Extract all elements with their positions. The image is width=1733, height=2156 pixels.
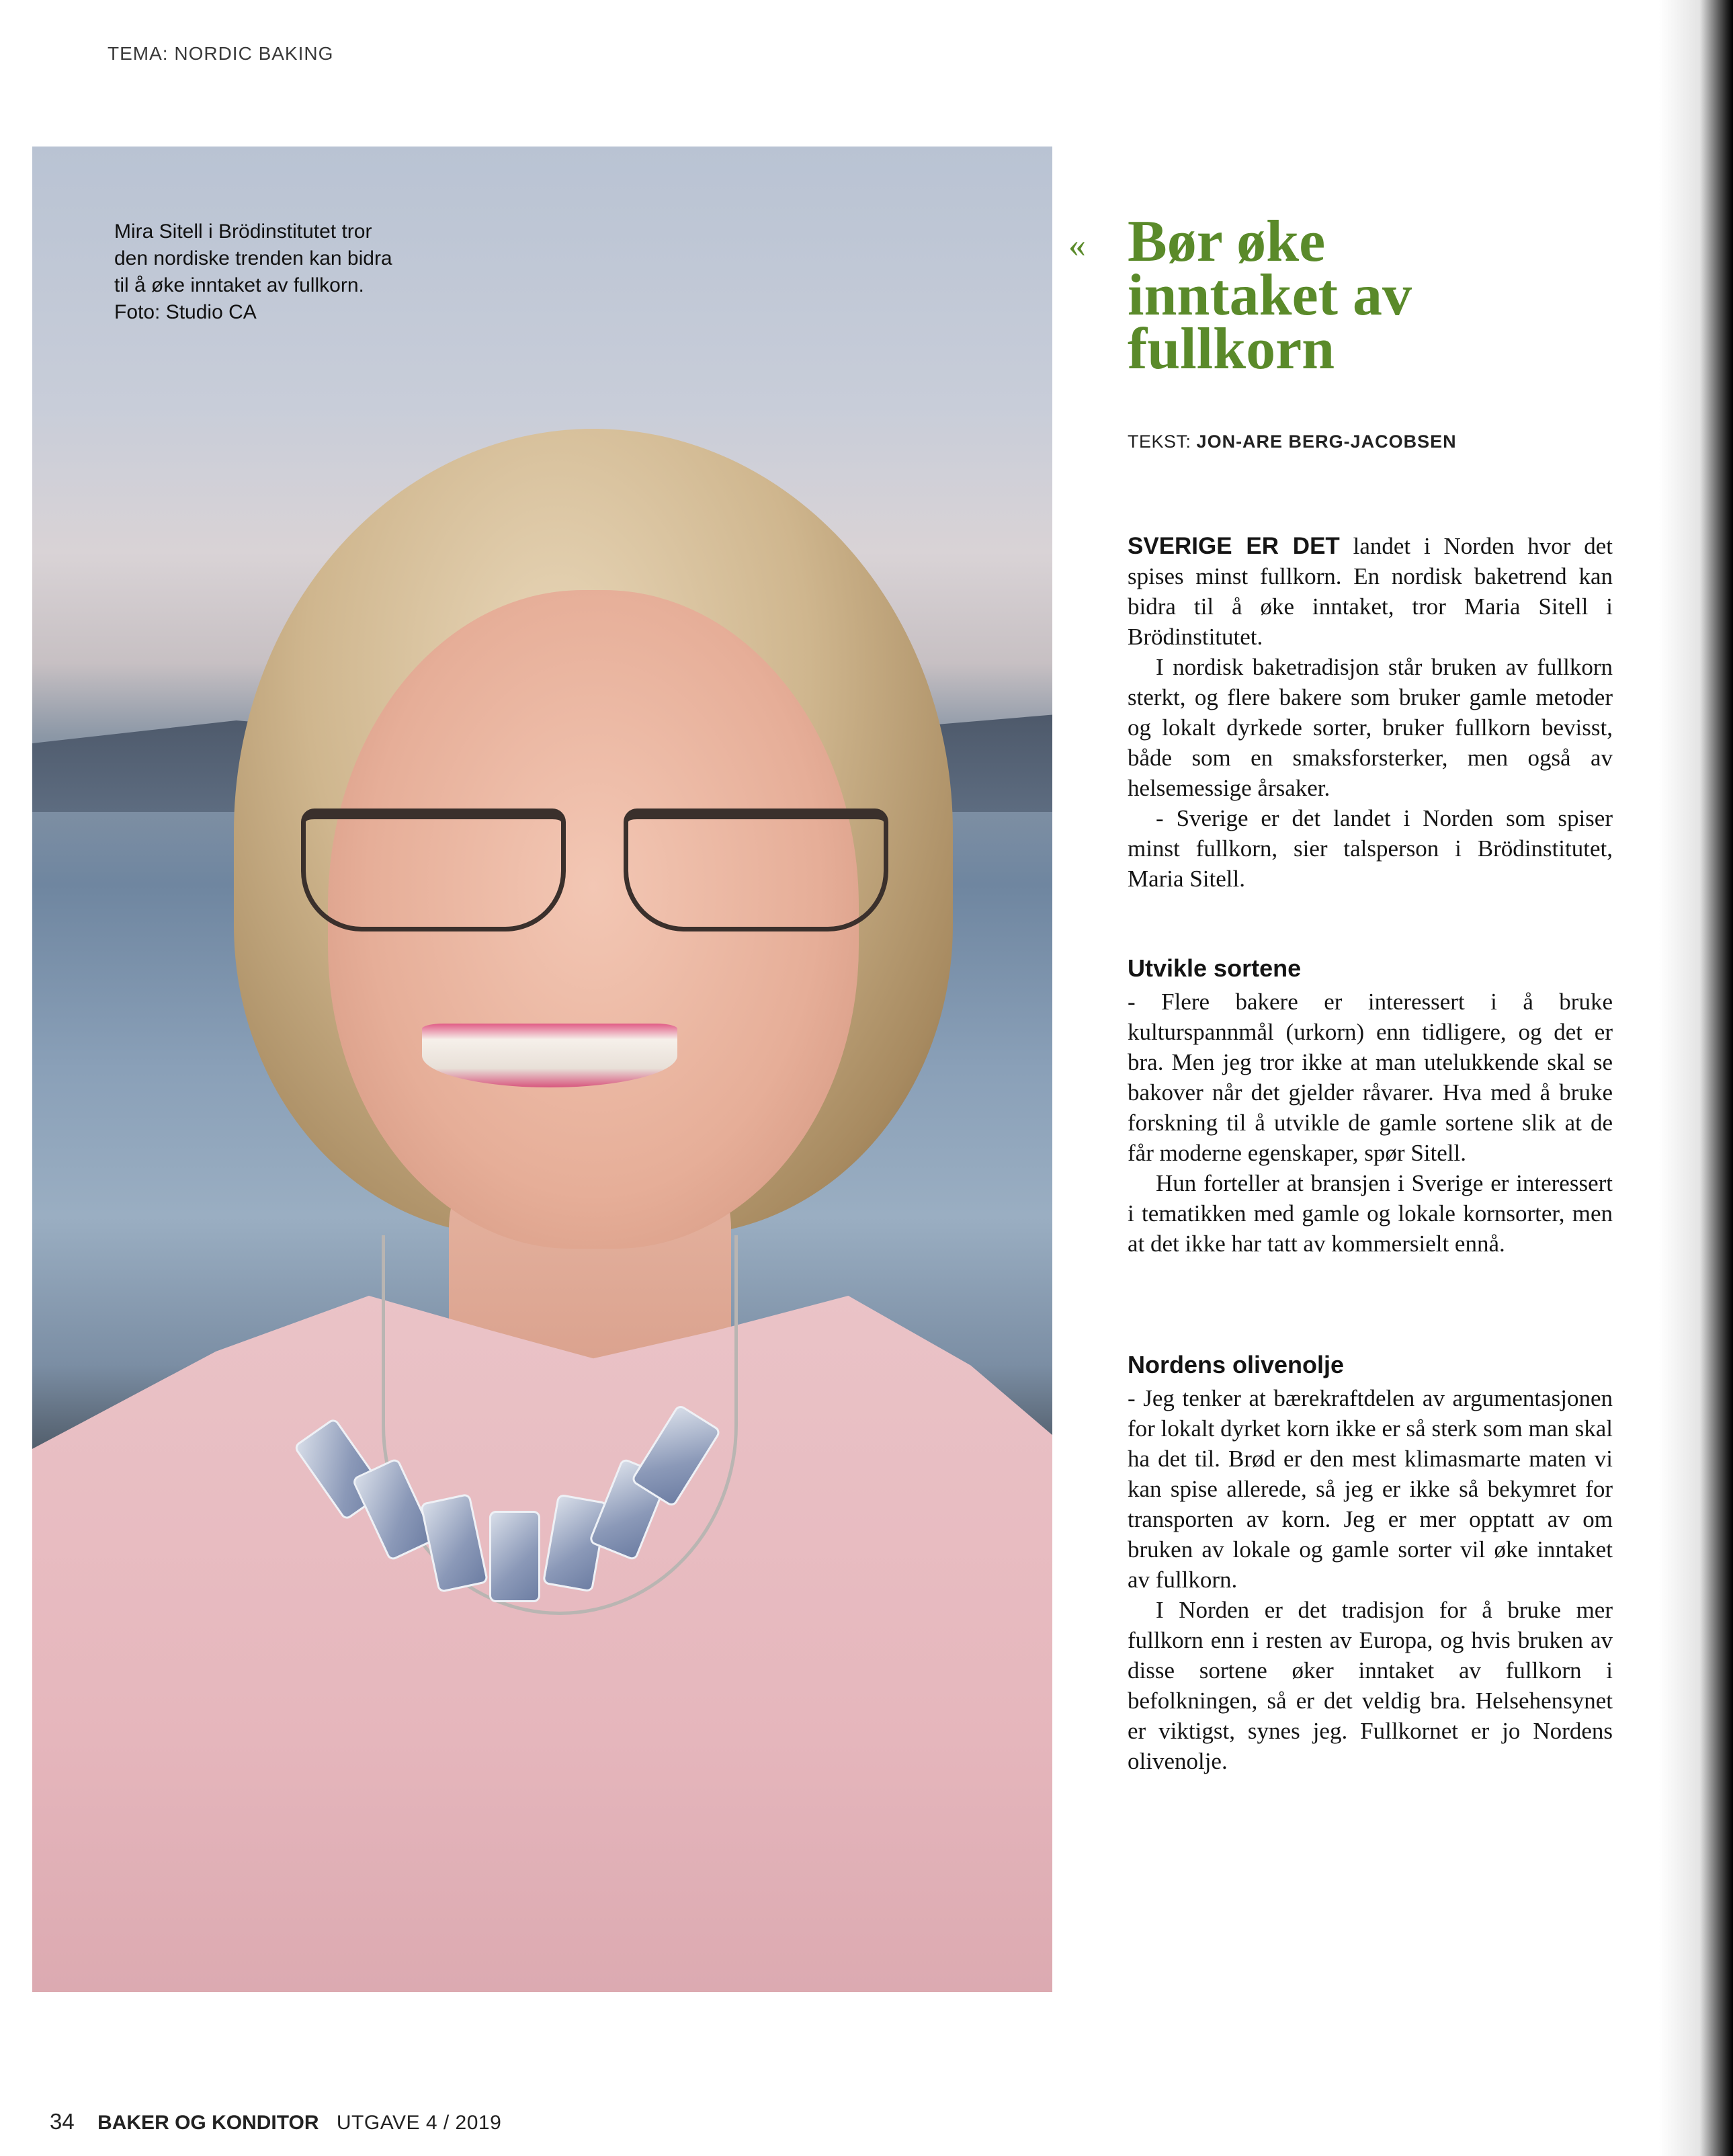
lead-in: SVERIGE ER DET bbox=[1128, 533, 1340, 559]
magazine-name: BAKER OG KONDITOR bbox=[97, 2112, 319, 2134]
paragraph: - Flere bakere er interessert i å bruke kulturspannmål (urkorn) enn tidligere, og det er bra. Men jeg tror ikke at man utelukkende skal se bakover når det gjelder råvarer. Hva med å bruke forskning til å utvikle de gamle sortene slik at de får moderne egenskaper, spør Sitell. bbox=[1128, 989, 1613, 1166]
byline-author: JON-ARE BERG-JACOBSEN bbox=[1196, 431, 1457, 452]
page-gutter-shadow bbox=[1659, 0, 1733, 2156]
page-number: 34 bbox=[50, 2109, 75, 2134]
photo-glasses-left bbox=[301, 809, 566, 931]
paragraph: I nordisk baketradisjon står bruken av fullkorn sterkt, og flere bakere som bruker gamle metoder og lokalt dyrkede sorter, bruker fullkorn bevisst, både som en smaksforsterker, men også av helsemessige årsaker. bbox=[1128, 654, 1613, 801]
caption-line: til å øke inntaket av fullkorn. bbox=[114, 274, 364, 296]
photo-necklace-pendant bbox=[489, 1511, 540, 1602]
header-topic: NORDIC BAKING bbox=[174, 43, 334, 64]
paragraph: Hun forteller at bransjen i Sverige er interessert i tematikken med gamle og lokale kornsorter, men at det ikke har tatt av kommersielt ennå. bbox=[1128, 1170, 1613, 1257]
subheading-utvikle-sortene: Utvikle sortene bbox=[1128, 954, 1302, 982]
article-headline bbox=[1068, 209, 1619, 382]
subheading-nordens-olivenolje: Nordens olivenolje bbox=[1128, 1351, 1345, 1378]
headline-line: fullkorn bbox=[1128, 317, 1335, 382]
photo-caption bbox=[114, 218, 464, 326]
article-body-section2 bbox=[1128, 1383, 1613, 1776]
byline bbox=[1128, 431, 1457, 452]
photo-glasses-right bbox=[624, 809, 888, 931]
paragraph: I Norden er det tradisjon for å bruke mer fullkorn enn i resten av Europa, og hvis bruken av disse sortene øker inntaket av fullkorn i befolkningen, så er det veldig bra. Helsehensynet er viktigst, synes jeg. Fullkornet er jo Nordens olivenolje. bbox=[1128, 1597, 1613, 1774]
caption-line: den nordiske trenden kan bidra bbox=[114, 247, 392, 270]
caption-line: Mira Sitell i Brödinstitutet tror bbox=[114, 220, 372, 243]
paragraph: - Jeg tenker at bærekraftdelen av argumentasjonen for lokalt dyrket korn ikke er så sterk som man skal ha det til. Brød er den mest klimasmarte maten vi kan spise allerede, så jeg er ikke så bekymret for transporten av korn. Jeg er mer opptatt av om bruken av lokale og gamle sorter vil øke inntaket av fullkorn. bbox=[1128, 1385, 1613, 1593]
paragraph: SVERIGE ER DET landet i Norden hvor det spises minst fullkorn. En nordisk baketrend kan bidra til å øke inntaket, tror Maria Sitell i Brödinstitutet. bbox=[1128, 533, 1613, 650]
running-header bbox=[108, 43, 333, 65]
issue-label: UTGAVE 4 / 2019 bbox=[336, 2112, 502, 2134]
headline-line: Bør øke bbox=[1128, 209, 1326, 274]
page-footer bbox=[50, 2109, 501, 2134]
portrait-photo bbox=[32, 147, 1052, 1992]
header-label: TEMA: bbox=[108, 43, 169, 64]
article-body-section1 bbox=[1128, 987, 1613, 1259]
paragraph: - Sverige er det landet i Norden som spiser minst fullkorn, sier talsperson i Brödinstitutet, Maria Sitell. bbox=[1128, 805, 1613, 892]
headline-line: inntaket av bbox=[1128, 263, 1412, 328]
quote-mark: « bbox=[1068, 226, 1086, 265]
article-body-intro bbox=[1128, 531, 1613, 894]
byline-label: TEKST: bbox=[1128, 431, 1191, 452]
photo-smile bbox=[422, 1024, 677, 1087]
caption-line: Foto: Studio CA bbox=[114, 301, 257, 323]
